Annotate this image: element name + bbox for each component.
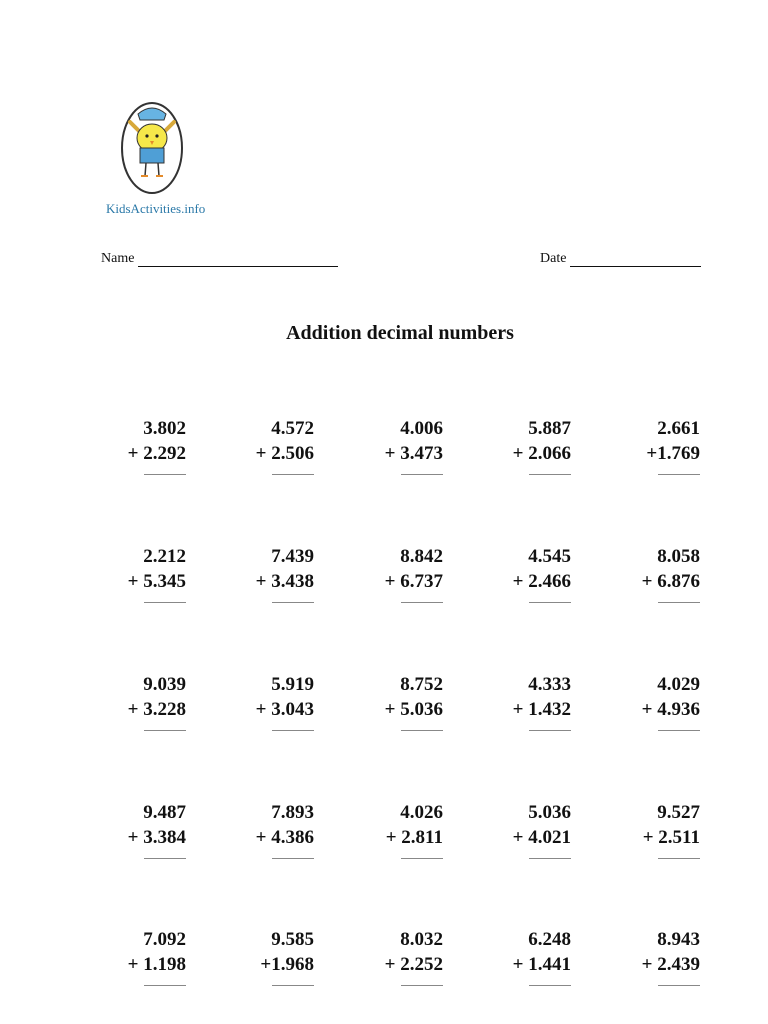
answer-line[interactable]	[529, 474, 571, 475]
addend-bottom: + 4.021	[512, 827, 571, 848]
addition-problem	[96, 802, 186, 882]
addend-top: 9.527	[657, 802, 700, 823]
answer-line[interactable]	[272, 858, 314, 859]
worksheet-title: Addition decimal numbers	[286, 322, 514, 344]
addition-problem	[481, 674, 571, 754]
addition-problem	[96, 929, 186, 1009]
answer-line[interactable]	[401, 602, 443, 603]
addition-problem	[610, 802, 700, 882]
addend-top: 8.943	[657, 929, 700, 950]
answer-line[interactable]	[658, 730, 700, 731]
addend-bottom: + 6.876	[641, 571, 700, 592]
addend-bottom: + 5.345	[127, 571, 186, 592]
answer-line[interactable]	[529, 602, 571, 603]
answer-line[interactable]	[658, 602, 700, 603]
answer-line[interactable]	[144, 730, 186, 731]
addend-bottom: + 2.439	[641, 954, 700, 975]
answer-line[interactable]	[144, 985, 186, 986]
addition-problem	[353, 418, 443, 498]
logo-caption: KidsActivities.info	[106, 201, 206, 216]
answer-line[interactable]	[529, 985, 571, 986]
answer-line[interactable]	[144, 602, 186, 603]
addend-top: 2.212	[143, 546, 186, 567]
addend-bottom: + 4.936	[641, 699, 700, 720]
addend-top: 5.887	[528, 418, 571, 439]
addition-problem	[224, 674, 314, 754]
addend-top: 5.036	[528, 802, 571, 823]
addend-top: 4.572	[271, 418, 314, 439]
addition-problem	[353, 802, 443, 882]
addend-bottom: + 3.438	[255, 571, 314, 592]
addition-problem	[610, 674, 700, 754]
addend-bottom: + 5.036	[384, 699, 443, 720]
answer-line[interactable]	[144, 858, 186, 859]
addend-bottom: + 2.811	[385, 827, 443, 848]
addition-problem	[224, 418, 314, 498]
addend-top: 4.333	[528, 674, 571, 695]
addition-problem	[610, 546, 700, 626]
answer-line[interactable]	[272, 602, 314, 603]
addend-top: 4.006	[400, 418, 443, 439]
addend-top: 8.752	[400, 674, 443, 695]
addend-bottom: + 1.198	[127, 954, 186, 975]
answer-line[interactable]	[272, 730, 314, 731]
addend-top: 9.039	[143, 674, 186, 695]
addend-top: 4.029	[657, 674, 700, 695]
addition-problem	[96, 418, 186, 498]
addend-bottom: + 2.466	[512, 571, 571, 592]
addend-bottom: + 4.386	[255, 827, 314, 848]
addend-top: 4.545	[528, 546, 571, 567]
addend-bottom: + 2.066	[512, 443, 571, 464]
addend-bottom: + 2.511	[642, 827, 700, 848]
date-label: Date	[540, 251, 567, 266]
answer-line[interactable]	[529, 858, 571, 859]
addend-bottom: +1.769	[646, 443, 700, 464]
answer-line[interactable]	[401, 474, 443, 475]
addend-bottom: + 2.252	[384, 954, 443, 975]
answer-line[interactable]	[144, 474, 186, 475]
addend-bottom: + 1.432	[512, 699, 571, 720]
addend-bottom: + 3.384	[127, 827, 186, 848]
answer-line[interactable]	[658, 985, 700, 986]
addition-problem	[96, 674, 186, 754]
addend-top: 4.026	[400, 802, 443, 823]
addend-top: 7.893	[271, 802, 314, 823]
answer-line[interactable]	[272, 985, 314, 986]
addition-problem	[610, 929, 700, 1009]
addition-problem	[353, 546, 443, 626]
addend-top: 3.802	[143, 418, 186, 439]
addition-problem	[481, 929, 571, 1009]
answer-line[interactable]	[658, 858, 700, 859]
addition-problem	[481, 418, 571, 498]
addend-top: 7.092	[143, 929, 186, 950]
addend-top: 5.919	[271, 674, 314, 695]
addend-bottom: + 3.228	[127, 699, 186, 720]
addend-top: 9.487	[143, 802, 186, 823]
addition-problem	[224, 546, 314, 626]
addition-problem	[96, 546, 186, 626]
addend-bottom: + 1.441	[512, 954, 571, 975]
answer-line[interactable]	[272, 474, 314, 475]
addend-top: 8.842	[400, 546, 443, 567]
addend-top: 8.032	[400, 929, 443, 950]
addition-problem	[481, 546, 571, 626]
addend-bottom: + 6.737	[384, 571, 443, 592]
addend-bottom: + 2.506	[255, 443, 314, 464]
addend-top: 9.585	[271, 929, 314, 950]
answer-line[interactable]	[401, 858, 443, 859]
addend-bottom: + 3.473	[384, 443, 443, 464]
addition-problem	[224, 802, 314, 882]
answer-line[interactable]	[529, 730, 571, 731]
addend-top: 7.439	[271, 546, 314, 567]
answer-line[interactable]	[401, 730, 443, 731]
answer-line[interactable]	[401, 985, 443, 986]
name-label: Name	[101, 251, 135, 266]
addition-problem	[353, 929, 443, 1009]
addition-problem	[610, 418, 700, 498]
addition-problem	[353, 674, 443, 754]
addend-top: 6.248	[528, 929, 571, 950]
addend-bottom: +1.968	[260, 954, 314, 975]
addend-top: 2.661	[657, 418, 700, 439]
addition-problem	[224, 929, 314, 1009]
addend-top: 8.058	[657, 546, 700, 567]
addition-problem	[481, 802, 571, 882]
addend-bottom: + 3.043	[255, 699, 314, 720]
answer-line[interactable]	[658, 474, 700, 475]
addend-bottom: + 2.292	[127, 443, 186, 464]
